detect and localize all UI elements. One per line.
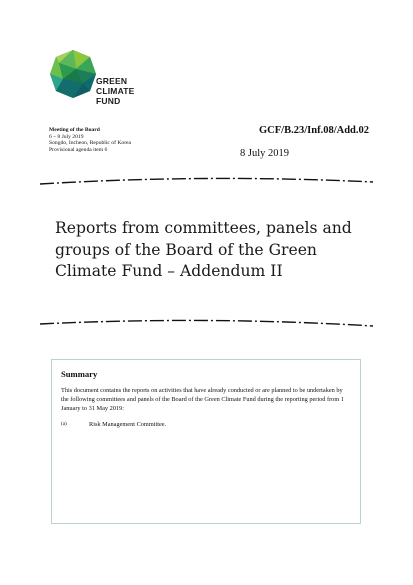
meeting-title: Meeting of the Board [49, 127, 100, 133]
meeting-dates: 6 – 8 July 2019 [49, 133, 84, 140]
logo-line-climate: CLIMATE [96, 86, 135, 96]
meeting-location: Songdo, Incheon, Republic of Korea [49, 140, 132, 147]
decorative-divider-bottom [40, 318, 373, 330]
summary-box [51, 359, 361, 524]
meeting-info [49, 127, 131, 153]
summary-body: This document contains the reports on activities that have already conducted or are planned to be undertaken by the following committees and panels of the Board of the Green Climate Fund during the reporting period from 1 January to 31 May 2019: [61, 387, 344, 412]
list-item [61, 421, 351, 428]
logo-line-green: GREEN [96, 76, 128, 86]
decorative-divider-top [40, 176, 373, 188]
summary-heading: Summary [61, 369, 98, 379]
document-date: 8 July 2019 [240, 148, 290, 159]
logo-wordmark [96, 76, 135, 106]
document-reference: GCF/B.23/Inf.08/Add.02 [259, 125, 369, 136]
document-title: Reports from committees, panels and groups of the Board of the Green Climate Fund – Addendum II [55, 219, 352, 280]
gcf-globe-icon [49, 49, 97, 99]
logo-line-fund: FUND [96, 96, 121, 106]
list-item-text: Risk Management Committee. [89, 421, 167, 428]
meeting-agenda-item: Provisional agenda item 6 [49, 146, 108, 153]
list-item-marker: (a) [61, 421, 67, 427]
green-climate-fund-logo [49, 49, 149, 109]
